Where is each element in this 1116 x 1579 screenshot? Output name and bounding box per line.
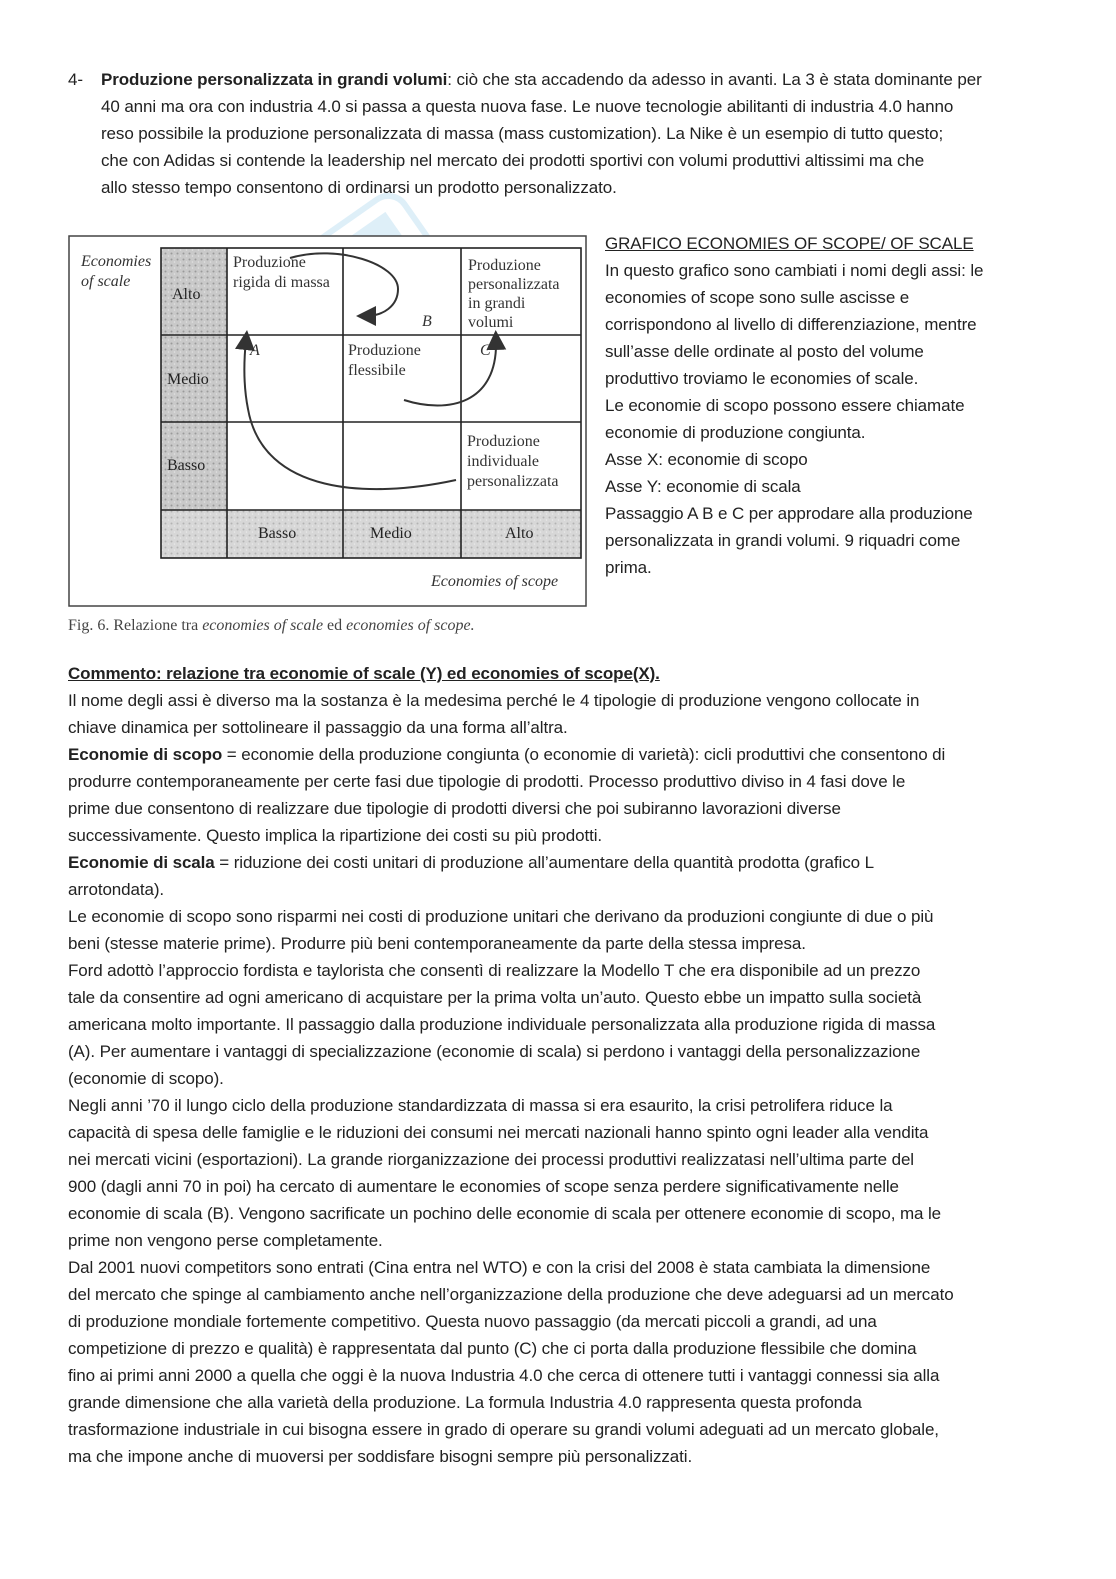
comment-line: grande dimensione che alla varietà della produzione. La formula Industria 4.0 rappresenta questa profonda: [68, 1393, 862, 1412]
comment-line: economie di scala (B). Vengono sacrificate un pochino delle economie di scala per ottenere economie di scopo, ma le: [68, 1204, 942, 1223]
arrow-a-label: A: [250, 342, 260, 359]
comment-line: Ford adottò l’approccio fordista e taylorista che consentì di realizzare la Modello T che era disponibile ad un prezzo: [68, 961, 921, 980]
comment-line: produrre contemporaneamente per certe fasi due tipologie di prodotti. Processo produttivo diviso in 4 fasi dove le: [68, 772, 906, 791]
comment-line: fino ai primi anni 2000 a quella che oggi è la nuova Industria 4.0 che cerca di ottenere tutti i vantaggi connessi sia alla: [68, 1366, 940, 1385]
comment-line: di produzione mondiale fortemente competitivo. Questa nuovo passaggio (da mercati piccoli a grandi, ad una: [68, 1312, 877, 1331]
cell-grandi-line-1: Produzione: [468, 257, 541, 274]
comment-line: arrotondata).: [68, 880, 165, 899]
comment-line: competizione di prezzo e qualità) è rappresentata dal punto (C) che ci porta dalla produzione flessibile che domina: [68, 1339, 917, 1358]
comment-line: (A). Per aumentare i vantaggi di specializzazione (economie di scala) si perdono i vantaggi della personalizzazione: [68, 1042, 921, 1061]
side-line: economie di produzione congiunta.: [605, 423, 866, 442]
scala-first-text: = riduzione dei costi unitari di produzione all’aumentare della quantità prodotta (grafico L: [214, 853, 874, 872]
side-line: Le economie di scopo possono essere chiamate: [605, 396, 965, 415]
arrow-b-label: B: [422, 313, 432, 330]
side-line: Asse Y: economie di scala: [605, 477, 801, 496]
comment-line: Le economie di scopo sono risparmi nei costi di produzione unitari che derivano da produzioni congiunte di due o più: [68, 907, 934, 926]
x-axis-title: Economies of scope: [431, 573, 559, 590]
comment-line: trasformazione industriale in cui bisogna essere in grado di operare su grandi volumi adeguati ad un mercato globale,: [68, 1420, 939, 1439]
y-axis-title-2: of scale: [81, 273, 131, 290]
caption-text-2: ed: [327, 617, 343, 634]
cell-rigida-line-2: rigida di massa: [233, 274, 330, 291]
scopo-term: Economie di scopo: [68, 745, 223, 764]
intro-first-text: : ciò che sta accadendo da adesso in avanti. La 3 è stata dominante per: [447, 70, 982, 89]
cell-flessibile-line-1: Produzione: [348, 342, 421, 359]
caption-prefix: Fig. 6.: [68, 617, 110, 634]
col-label-medio: Medio: [370, 525, 412, 542]
row-label-alto: Alto: [172, 286, 201, 303]
cell-individuale-line-3: personalizzata: [467, 473, 559, 490]
cell-individuale-line-1: Produzione: [467, 433, 540, 450]
cell-grandi-line-4: volumi: [468, 314, 514, 331]
side-line: corrispondono al livello di differenziazione, mentre: [605, 315, 977, 334]
comment-line: del mercato che spinge al cambiamento anche nell’organizzazione della produzione che deve adeguarsi ad un mercato: [68, 1285, 954, 1304]
list-number: 4-: [68, 70, 83, 89]
row-label-medio: Medio: [167, 371, 209, 388]
row-label-basso: Basso: [167, 457, 206, 474]
comment-line: prime non vengono perse completamente.: [68, 1231, 383, 1250]
side-line: economies of scope sono sulle ascisse e: [605, 288, 910, 307]
comment-line: capacità di spesa delle famiglie e le riduzioni dei consumi nei mercati nazionali hanno spinto ogni leader alla vendita: [68, 1123, 929, 1142]
side-line: prima.: [605, 558, 652, 577]
side-line: sull’asse delle ordinate al posto del volume: [605, 342, 924, 361]
comment-line: chiave dinamica per sottolineare il passaggio da una forma all’altra.: [68, 718, 568, 737]
caption-italic-2: economies of scope.: [346, 617, 475, 634]
side-line: Passaggio A B e C per approdare alla produzione: [605, 504, 973, 523]
side-line: personalizzata in grandi volumi. 9 riquadri come: [605, 531, 961, 550]
intro-line: reso possibile la produzione personalizzata di massa (mass customization). La Nike è un esempio di tutto questo;: [101, 124, 944, 143]
side-line: produttivo troviamo le economies of scale.: [605, 369, 919, 388]
scopo-first-text: = economie della produzione congiunta (o economie di varietà): cicli produttivi che consentono di: [222, 745, 946, 764]
comment-line: prime due consentono di realizzare due tipologie di prodotti diversi che poi subiranno lavorazioni diverse: [68, 799, 841, 818]
cell-rigida-line-1: Produzione: [233, 254, 306, 271]
scala-definition-line: [68, 849, 1053, 876]
comment-line: tale da consentire ad ogni americano di acquistare per la prima volta un’auto. Questo ebbe un impatto sulla società: [68, 988, 922, 1007]
intro-line: allo stesso tempo consentono di ordinarsi un prodotto personalizzato.: [101, 178, 617, 197]
scala-term: Economie di scala: [68, 853, 215, 872]
figure-caption: [68, 617, 588, 635]
comment-line: Negli anni ’70 il lungo ciclo della produzione standardizzata di massa si era esaurito, la crisi petrolifera riduce la: [68, 1096, 893, 1115]
comment-line: 900 (dagli anni 70 in poi) ha cercato di aumentare le economies of scope senza perdere significativamente nelle: [68, 1177, 899, 1196]
col-label-alto: Alto: [505, 525, 534, 542]
cell-grandi-line-3: in grandi: [468, 295, 526, 312]
intro-heading: Produzione personalizzata in grandi volumi: [101, 70, 448, 89]
scale-scope-figure: [68, 234, 588, 609]
intro-line: 40 anni ma ora con industria 4.0 si passa a questa nuova fase. Le nuove tecnologie abilitanti di industria 4.0 hanno: [101, 97, 954, 116]
side-description: [605, 230, 1045, 581]
y-axis-title-1: Economies: [81, 253, 152, 270]
side-title: GRAFICO ECONOMIES OF SCOPE/ OF SCALE: [605, 234, 974, 253]
comment-line: Dal 2001 nuovi competitors sono entrati (Cina entra nel WTO) e con la crisi del 2008 è stata cambiata la dimensione: [68, 1258, 931, 1277]
comment-line: nei mercati vicini (esportazioni). La grande riorganizzazione dei processi produttivi realizzatasi nell’ultima parte del: [68, 1150, 914, 1169]
arrow-c-label: C: [480, 342, 491, 359]
comment-title: Commento: relazione tra economie of scale (Y) ed economies of scope(X).: [68, 664, 660, 683]
comment-line: successivamente. Questo implica la ripartizione dei costi su più prodotti.: [68, 826, 603, 845]
comment-line: americana molto importante. Il passaggio dalla produzione individuale personalizzata alla produzione rigida di massa: [68, 1015, 936, 1034]
comment-section: [68, 660, 1053, 1470]
intro-line: che con Adidas si contende la leadership nel mercato dei prodotti sportivi con volumi produttivi altissimi ma che: [101, 151, 925, 170]
col-label-basso: Basso: [258, 525, 297, 542]
comment-line: (economie di scopo).: [68, 1069, 224, 1088]
cell-grandi-line-2: personalizzata: [468, 276, 560, 293]
comment-line: ma che impone anche di muoversi per soddisfare bisogni sempre più personalizzati.: [68, 1447, 693, 1466]
scopo-definition-line: [68, 741, 1053, 768]
intro-first-line: [101, 66, 1058, 93]
side-line: In questo grafico sono cambiati i nomi degli assi: le: [605, 261, 984, 280]
cell-flessibile-line-2: flessibile: [348, 362, 406, 379]
figure-svg: [68, 234, 588, 609]
side-line: Asse X: economie di scopo: [605, 450, 808, 469]
comment-line: beni (stesse materie prime). Produrre più beni contemporaneamente da parte della stessa impresa.: [68, 934, 806, 953]
caption-text-1: Relazione tra: [113, 617, 199, 634]
comment-line: Il nome degli assi è diverso ma la sostanza è la medesima perché le 4 tipologie di produzione vengono collocate in: [68, 691, 920, 710]
cell-individuale-line-2: individuale: [467, 453, 539, 470]
intro-section: [68, 66, 1058, 201]
caption-italic-1: economies of scale: [202, 617, 324, 634]
